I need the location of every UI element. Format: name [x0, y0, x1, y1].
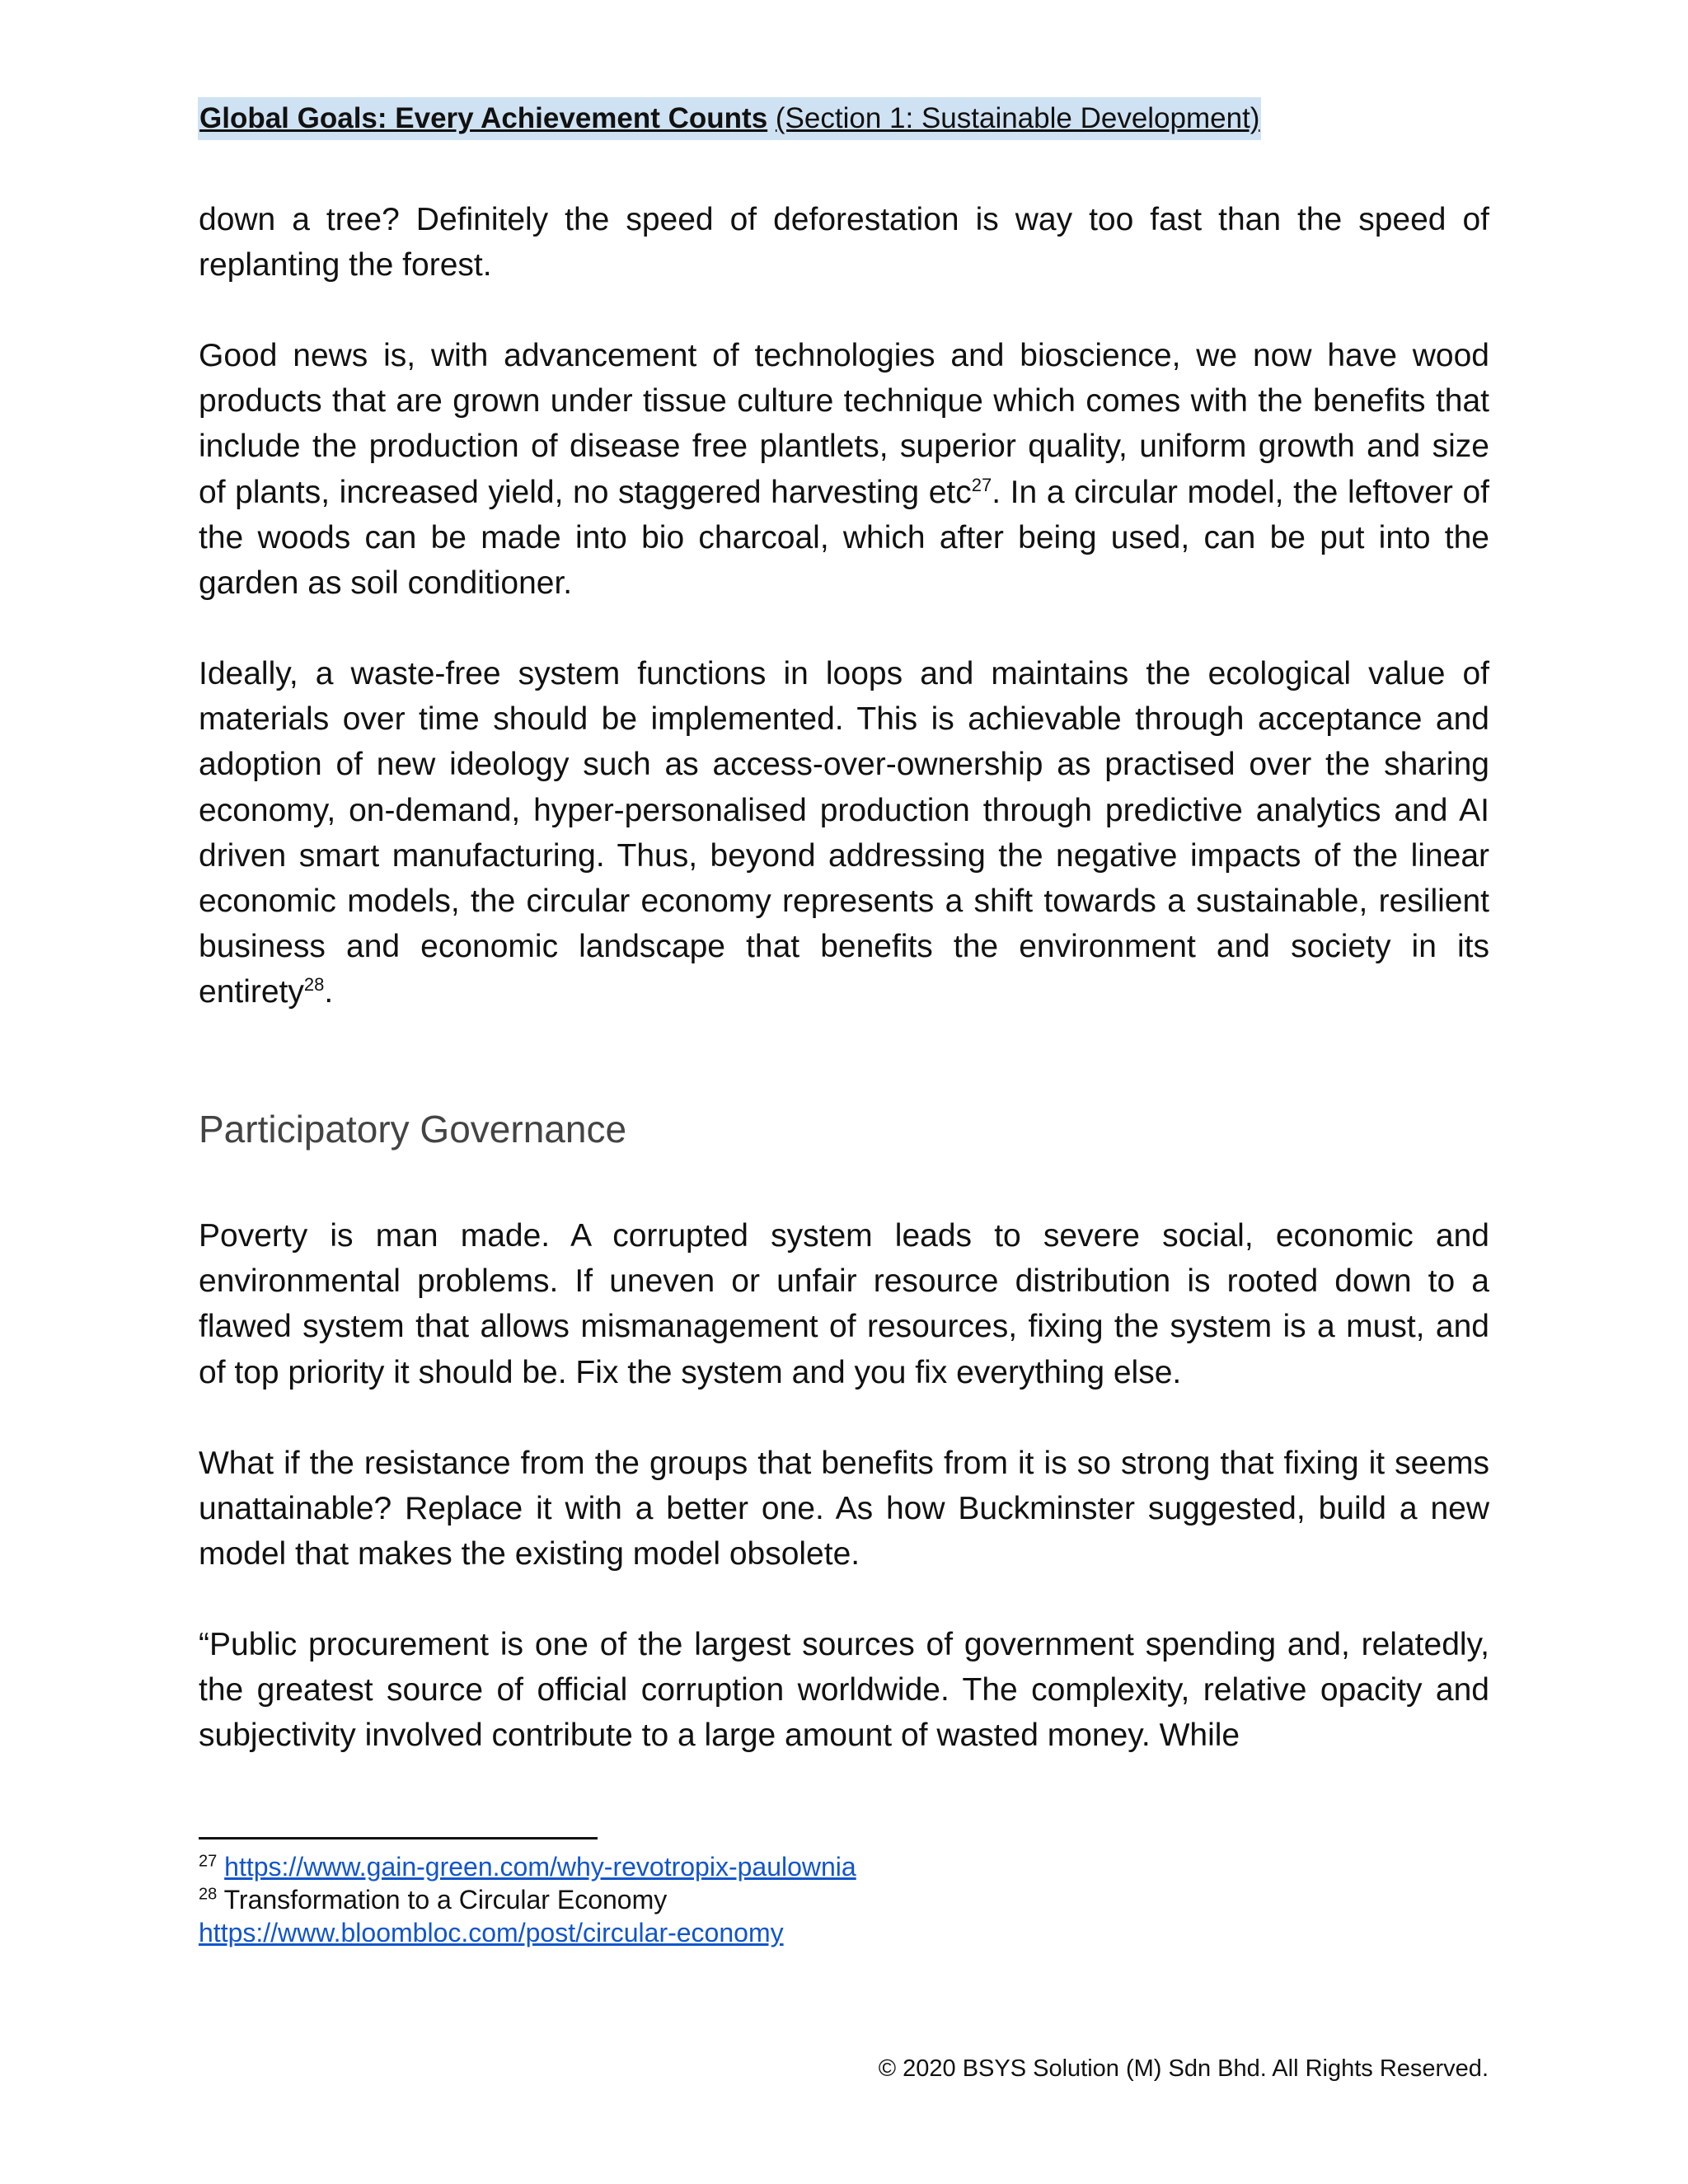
paragraph-waste-free: [199, 651, 1489, 1015]
footnote-number: 28: [199, 1885, 218, 1904]
footnote-27: [199, 1850, 856, 1883]
paragraph-resistance: [199, 1441, 1489, 1577]
paragraph-tissue-culture: [199, 333, 1489, 606]
section-heading: Participatory Governance: [199, 1108, 627, 1151]
paragraph-poverty: [199, 1213, 1489, 1395]
paragraph-text: “Public procurement is one of the largest sources of government spending and, relatedly, the greatest source of official corruption worldwide. The complexity, relative opacity and subjectivity involved contribute to a large amount of wasted money. While: [199, 1627, 1489, 1754]
header-section: (Section 1: Sustainable Development): [775, 102, 1260, 134]
paragraph-text: Good news is, with advancement of technologies and bioscience, we now have wood products that are grown under tissue culture technique which comes with the benefits that include the production of disease free plantlets, superior quality, uniform growth and size of plants, increased yield, no staggered harvesting etc: [199, 338, 1489, 510]
paragraph-text: Poverty is man made. A corrupted system leads to severe social, economic and environmental problems. If uneven or unfair resource distribution is rooted down to a flawed system that allows mismanagement of resources, fixing the system is a must, and of top priority it should be. Fix the system and you fix everything else.: [199, 1218, 1489, 1390]
footnote-ref-28[interactable]: 28: [303, 974, 325, 996]
copyright-footer: © 2020 BSYS Solution (M) Sdn Bhd. All Rights Reserved.: [878, 2055, 1489, 2082]
paragraph-deforestation: [199, 197, 1489, 288]
footnote-ref-27[interactable]: 27: [971, 474, 992, 495]
paragraph-text: .: [324, 974, 334, 1010]
footnote-28-text: Transformation to a Circular Economy: [223, 1885, 668, 1915]
paragraph-text: What if the resistance from the groups that benefits from it is so strong that fixing it seems unattainable? Replace it with a better one. As how Buckminster suggested, build a new model that makes the existing model obsolete.: [199, 1446, 1489, 1572]
header-title: Global Goals: Every Achievement Counts: [199, 102, 768, 134]
paragraph-text: down a tree? Definitely the speed of deforestation is way too fast than the speed of replanting the forest.: [199, 202, 1489, 284]
paragraph-text: Ideally, a waste-free system functions in loops and maintains the ecological value of materials over time should be implemented. This is achievable through acceptance and adoption of new ideology such as access-over-ownership as practised over the sharing economy, on-demand, hyper-personalised production through predictive analytics and AI driven smart manufacturing. Thus, beyond addressing the negative impacts of the linear economic models, the circular economy represents a shift towards a sustainable, resilient business and economic landscape that benefits the environment and society in its entirety: [199, 656, 1489, 1010]
paragraph-text: . In a circular model, the leftover of the woods can be made into bio charcoal, which after being used, can be put into the garden as soil conditioner.: [199, 474, 1489, 602]
footnote-number: 27: [199, 1852, 218, 1871]
footnote-28-link[interactable]: https://www.bloombloc.com/post/circular-economy: [199, 1918, 784, 1947]
paragraph-public-procurement: [199, 1622, 1489, 1759]
footnote-28: [199, 1883, 856, 1916]
footnote-27-link[interactable]: https://www.gain-green.com/why-revotropix-paulownia: [224, 1852, 856, 1882]
footnote-divider: [199, 1837, 598, 1840]
footnote-28-link-line: [199, 1916, 856, 1949]
running-header: [198, 97, 1261, 140]
footnotes: [199, 1850, 856, 1949]
